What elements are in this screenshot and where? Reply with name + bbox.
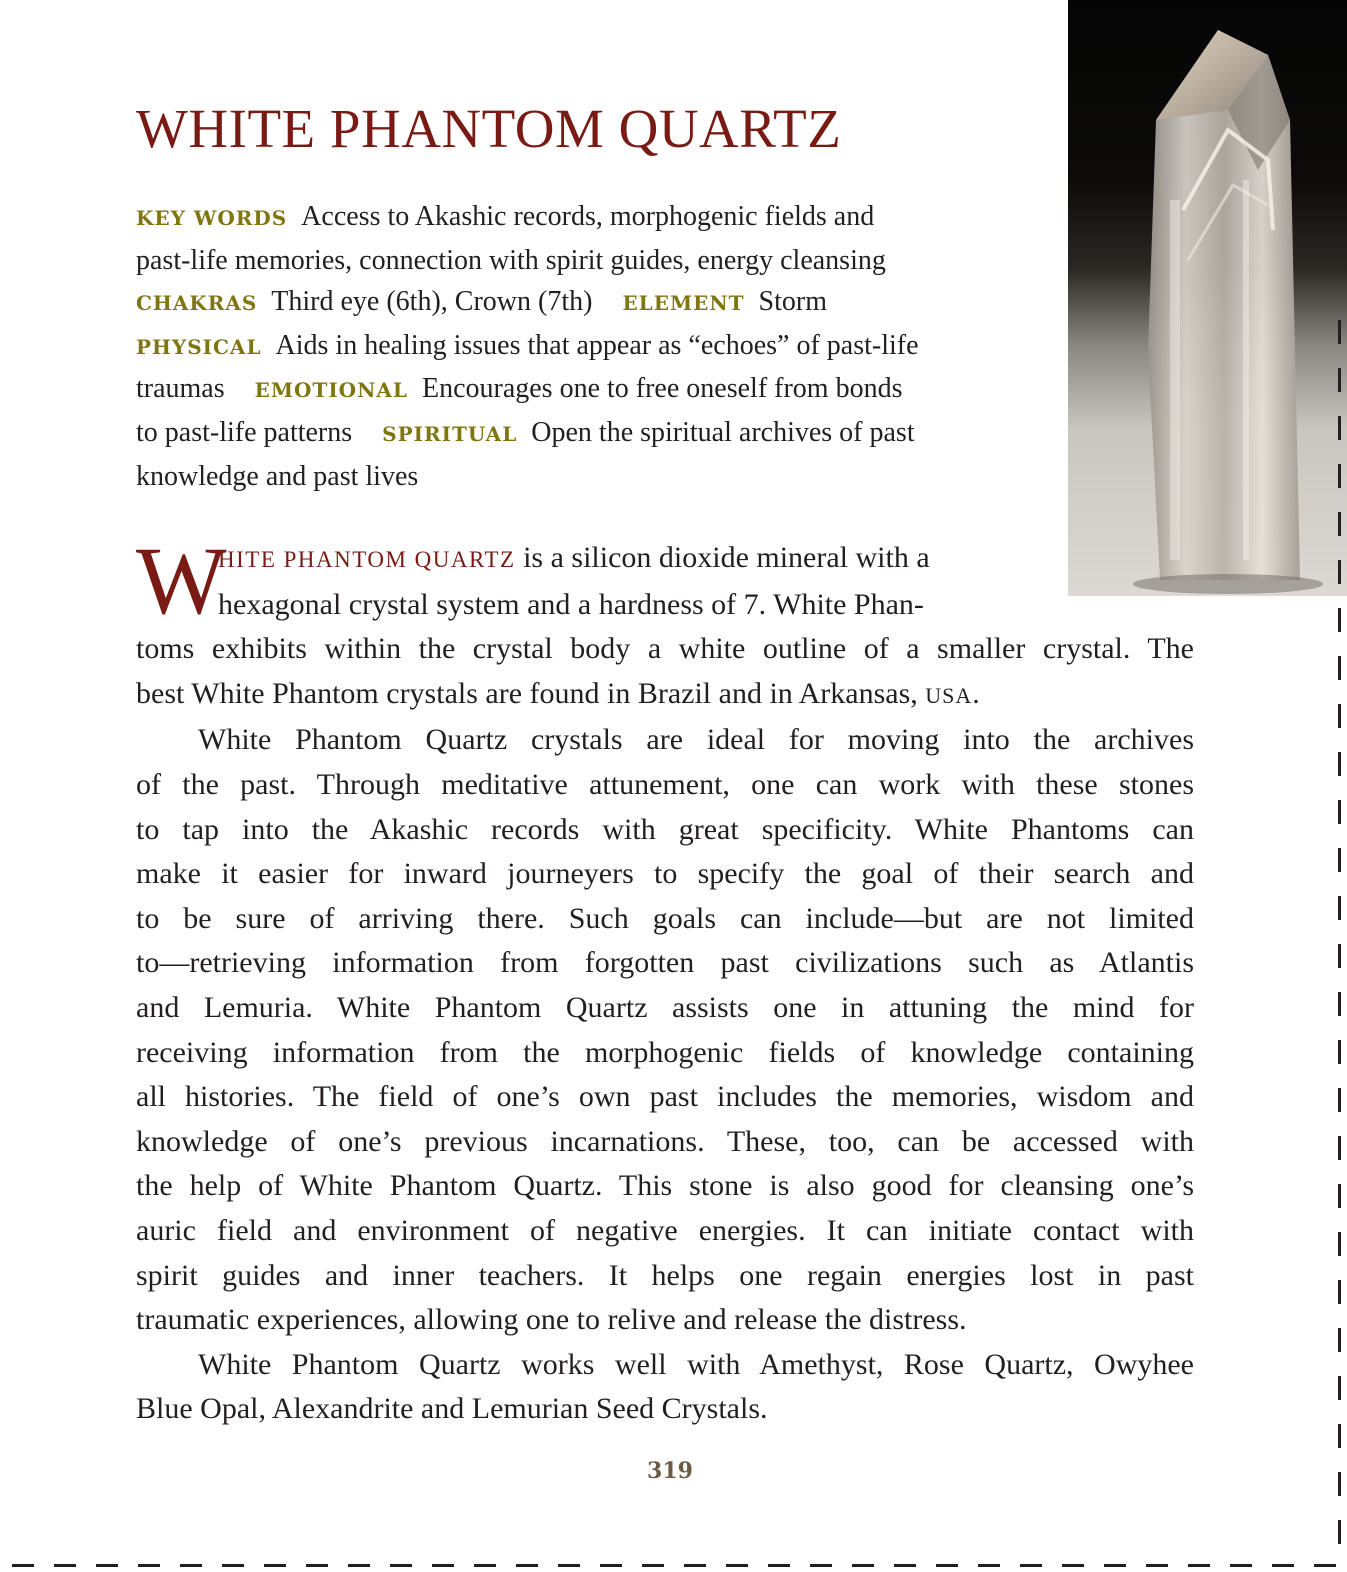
tick-mark	[1338, 560, 1341, 584]
p2-line: knowledge of one’s previous incarnations. These, too, can be accessed with	[136, 1124, 1194, 1158]
tick-mark	[810, 1564, 832, 1567]
white-phantom-quartz-crystal-image	[1068, 0, 1347, 596]
p2-line: the help of White Phantom Quartz. This stone is also good for cleansing one’s	[136, 1169, 1194, 1203]
tick-mark	[474, 1564, 496, 1567]
tick-mark	[894, 1564, 916, 1567]
lead-in: HITE PHANTOM QUARTZ	[218, 547, 516, 572]
tick-mark	[936, 1564, 958, 1567]
tick-mark	[1338, 416, 1341, 440]
spiritual-line-2: knowledge and past lives	[136, 460, 419, 492]
emotional-label: EMOTIONAL	[254, 378, 408, 403]
key-facts	[136, 196, 1026, 497]
physical-emotional-line	[136, 368, 1026, 412]
body-line-4-text: best White Phantom crystals are found in Brazil and in Arkansas,	[136, 676, 926, 710]
tick-mark	[516, 1564, 538, 1567]
p2-line: receiving information from the morphogenic fields of knowledge containing	[136, 1035, 1194, 1069]
key-words-line-2: past-life memories, connection with spirit guides, energy cleansing	[136, 244, 886, 276]
tick-mark	[222, 1564, 244, 1567]
tick-mark	[1104, 1564, 1126, 1567]
tick-mark	[1338, 368, 1341, 392]
tick-mark	[768, 1564, 790, 1567]
spiritual-text-1: Open the spiritual archives of past	[531, 416, 915, 448]
body-line-3: toms exhibits within the crystal body a white outline of a smaller crystal. The	[136, 632, 1194, 666]
tick-mark	[138, 1564, 160, 1567]
page-title: WHITE PHANTOM QUARTZ	[136, 98, 842, 159]
p2-line: auric field and environment of negative energies. It can initiate contact with	[136, 1213, 1194, 1247]
tick-mark	[684, 1564, 706, 1567]
body-line-4	[136, 672, 1194, 719]
physical-text-2: traumas	[136, 373, 225, 405]
tick-mark	[1338, 1472, 1341, 1496]
tick-mark	[852, 1564, 874, 1567]
tick-mark	[1338, 944, 1341, 968]
tick-mark	[1338, 1424, 1341, 1448]
tick-mark	[1338, 1184, 1341, 1208]
chakras-text: Third eye (6th), Crown (7th)	[271, 286, 593, 318]
tick-mark	[54, 1564, 76, 1567]
page-number: 319	[647, 1458, 693, 1484]
paragraph-3	[136, 1343, 1194, 1432]
body-line-1	[136, 536, 1194, 583]
physical-label: PHYSICAL	[136, 334, 262, 359]
right-tick-marks	[1338, 320, 1341, 1560]
tick-mark	[1338, 992, 1341, 1016]
p3-line: White Phantom Quartz works well with Amethyst, Rose Quartz, Owyhee	[198, 1347, 1194, 1381]
p2-line: all histories. The field of one’s own past includes the memories, wisdom and	[136, 1080, 1194, 1114]
element-label: ELEMENT	[622, 291, 745, 316]
p2-line: White Phantom Quartz crystals are ideal for moving into the archives	[198, 723, 1194, 757]
chakras-label: CHAKRAS	[136, 291, 258, 316]
key-words-line-1	[136, 196, 1026, 240]
p2-line: of the past. Through meditative attunement, one can work with these stones	[136, 767, 1194, 801]
physical-text-1: Aids in healing issues that appear as “echoes” of past-life	[275, 329, 919, 361]
p2-line: traumatic experiences, allowing one to relive and release the distress.	[136, 1303, 967, 1337]
tick-mark	[1146, 1564, 1168, 1567]
tick-mark	[1020, 1564, 1042, 1567]
p2-line: and Lemuria. White Phantom Quartz assists one in attuning the mind for	[136, 990, 1194, 1024]
tick-mark	[978, 1564, 1000, 1567]
emotional-text-1: Encourages one to free oneself from bonds	[421, 373, 903, 405]
tick-mark	[1338, 1280, 1341, 1304]
p2-line: make it easier for inward journeyers to specify the goal of their search and	[136, 857, 1194, 891]
tick-mark	[1338, 1136, 1341, 1160]
tick-mark	[432, 1564, 454, 1567]
key-words-label: KEY WORDS	[136, 206, 288, 230]
tick-mark	[348, 1564, 370, 1567]
tick-mark	[1338, 464, 1341, 488]
tick-mark	[1338, 512, 1341, 536]
tick-mark	[1338, 848, 1341, 872]
p2-line: to tap into the Akashic records with great specificity. White Phantoms can	[136, 812, 1194, 846]
tick-mark	[642, 1564, 664, 1567]
body-line-4-end: .	[972, 676, 980, 710]
emotional-spiritual-line	[136, 412, 1026, 456]
p2-line: to be sure of arriving there. Such goals can include—but are not limited	[136, 901, 1194, 935]
tick-mark	[1338, 896, 1341, 920]
tick-mark	[1338, 1376, 1341, 1400]
tick-mark	[1188, 1564, 1210, 1567]
crystal-photo	[1068, 0, 1347, 596]
key-words-text-1: Access to Akashic records, morphogenic fields and	[301, 201, 875, 232]
tick-mark	[180, 1564, 202, 1567]
tick-mark	[1230, 1564, 1252, 1567]
tick-mark	[1338, 608, 1341, 632]
tick-mark	[1338, 1040, 1341, 1064]
drop-cap: W	[136, 527, 227, 634]
tick-mark	[96, 1564, 118, 1567]
tick-mark	[558, 1564, 580, 1567]
tick-mark	[1338, 1520, 1341, 1544]
p3-line: Blue Opal, Alexandrite and Lemurian Seed Crystals.	[136, 1392, 768, 1426]
body-text	[136, 527, 1194, 1432]
tick-mark	[1338, 320, 1341, 344]
usa-abbrev: USA	[925, 682, 973, 708]
tick-mark	[1272, 1564, 1294, 1567]
tick-mark	[1338, 752, 1341, 776]
tick-mark	[600, 1564, 622, 1567]
paragraph-2	[136, 718, 1194, 1342]
tick-mark	[390, 1564, 412, 1567]
tick-mark	[306, 1564, 328, 1567]
chakras-element-line	[136, 281, 1026, 325]
emotional-text-2: to past-life patterns	[136, 416, 353, 448]
tick-mark	[264, 1564, 286, 1567]
p2-line: spirit guides and inner teachers. It helps one regain energies lost in past	[136, 1258, 1194, 1292]
body-line-1-rest: is a silicon dioxide mineral with a	[515, 541, 930, 574]
tick-mark	[1338, 704, 1341, 728]
tick-mark	[1338, 1328, 1341, 1352]
body-line-2: hexagonal crystal system and a hardness of 7. White Phan-	[218, 587, 924, 621]
spiritual-label: SPIRITUAL	[382, 421, 518, 446]
tick-mark	[726, 1564, 748, 1567]
tick-mark	[1062, 1564, 1084, 1567]
element-text: Storm	[758, 286, 828, 318]
bottom-tick-marks	[0, 1564, 1347, 1567]
tick-mark	[1338, 1088, 1341, 1112]
tick-mark	[1338, 1232, 1341, 1256]
tick-mark	[12, 1564, 34, 1567]
p2-line: to—retrieving information from forgotten past civilizations such as Atlantis	[136, 946, 1194, 980]
tick-mark	[1338, 656, 1341, 680]
physical-line-1	[136, 325, 1026, 369]
tick-mark	[1338, 800, 1341, 824]
tick-mark	[1314, 1564, 1336, 1567]
